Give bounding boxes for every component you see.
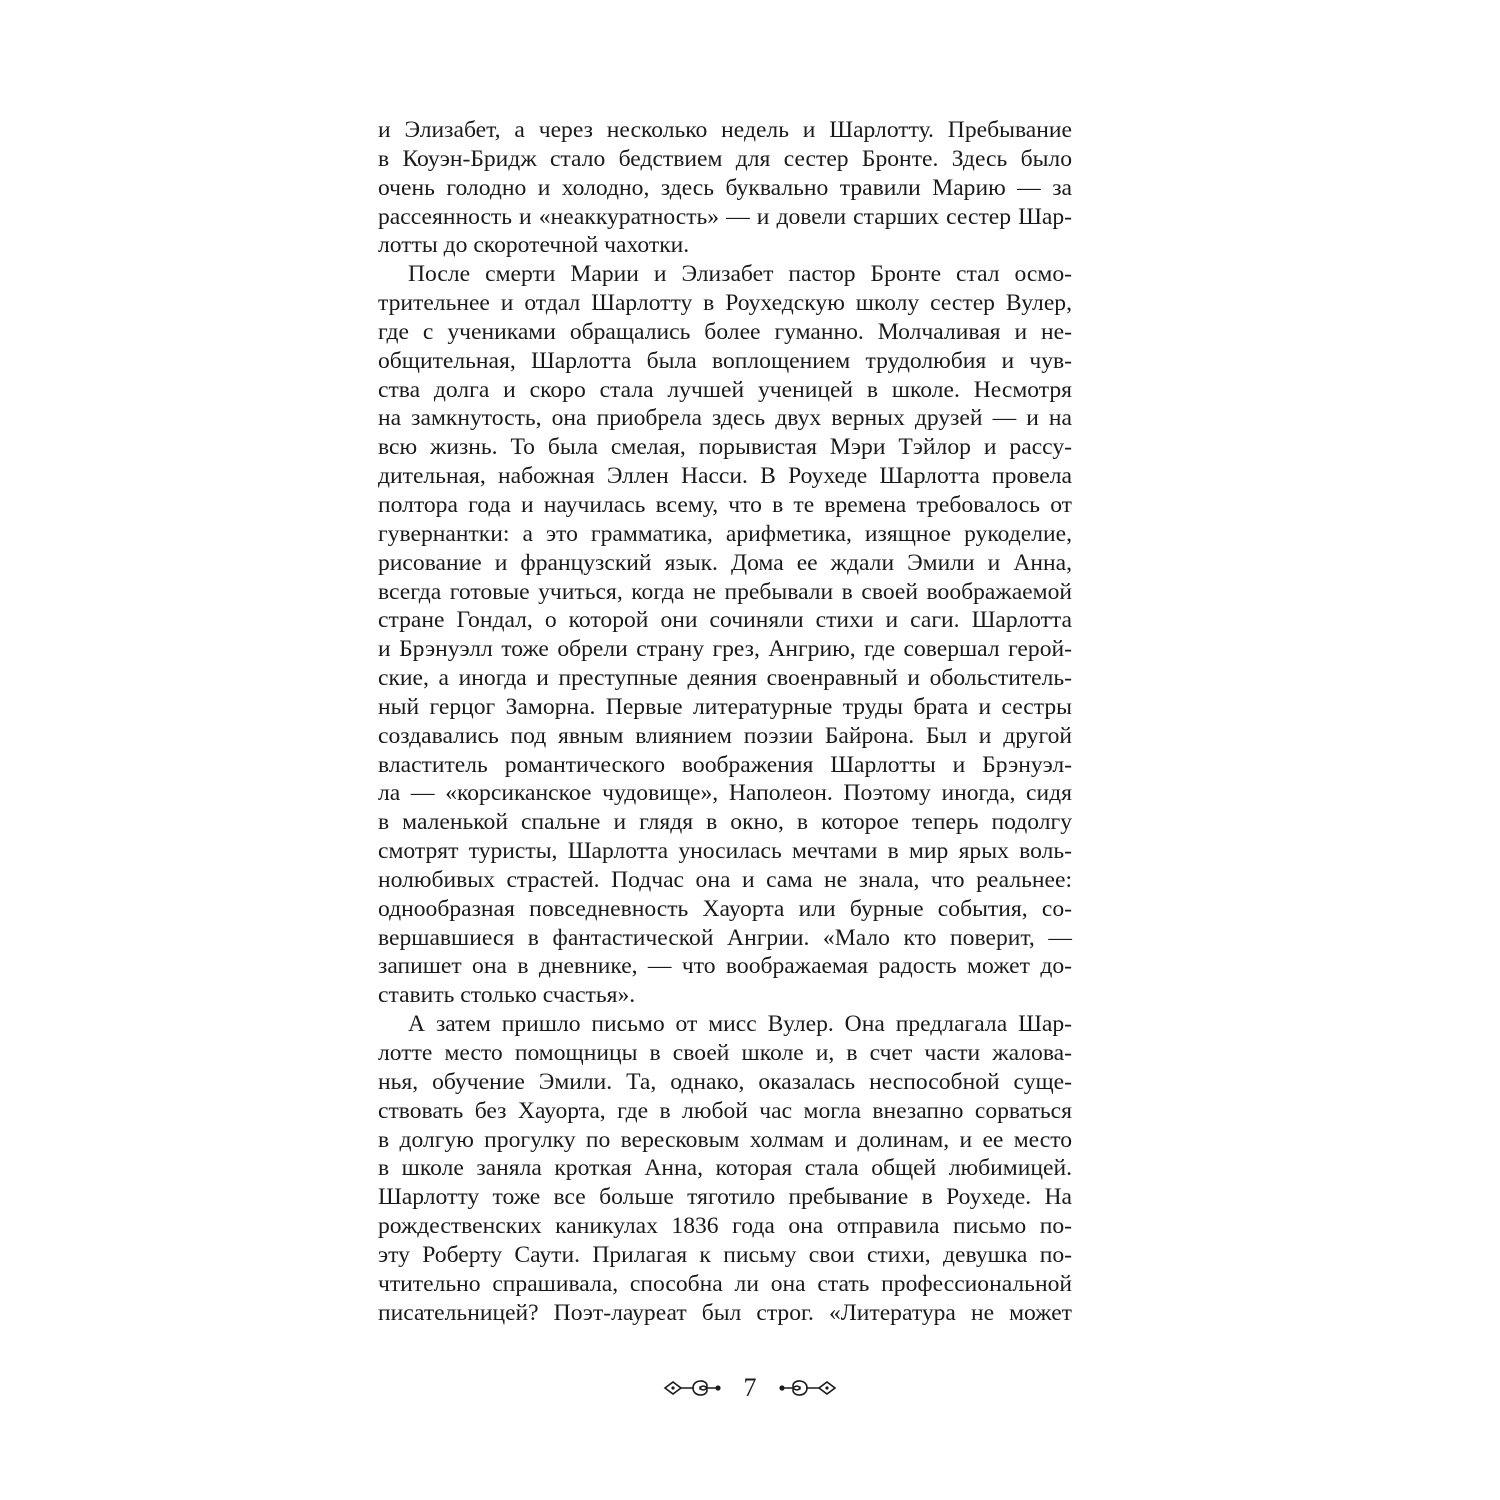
text-line: трительнее и отдал Шарлотту в Роухедскую школу сестер Вулер,: [378, 290, 1072, 317]
text-line: ла — «корсиканское чудовище», Наполеон. Поэтому иногда, сидя: [378, 780, 1072, 807]
text-line: в маленькой спальне и глядя в окно, в которое теперь подолгу: [378, 809, 1072, 836]
text-line: в долгую прогулку по вересковым холмам и долинам, и ее место: [378, 1126, 1072, 1153]
text-line: всю жизнь. То была смелая, порывистая Мэри Тэйлор и рассу-: [378, 434, 1072, 461]
text-line: и Брэнуэлл тоже обрели страну грез, Ангрию, где совершал герой-: [378, 636, 1072, 663]
text-line: рассеянность и «неаккуратность» — и довели старших сестер Шар-: [378, 203, 1072, 230]
text-line: ские, а иногда и преступные деяния своенравный и обольститель-: [378, 665, 1072, 692]
text-line: общительная, Шарлотта была воплощением трудолюбия и чув-: [378, 347, 1072, 374]
text-line: смотрят туристы, Шарлотта уносилась мечтами в мир ярых воль-: [378, 838, 1072, 865]
text-line: Шарлотту тоже все больше тяготило пребывание в Роухеде. На: [378, 1184, 1072, 1211]
text-line: гувернантки: а это грамматика, арифметика, изящное рукоделие,: [378, 520, 1072, 547]
floral-ornament-icon: [663, 1373, 723, 1403]
paragraph-2: [378, 260, 1072, 1010]
text-line: ставить столько счастья».: [378, 982, 636, 1009]
text-line: А затем пришло письмо от мисс Вулер. Она предлагала Шар-: [408, 1011, 1072, 1038]
text-line: лотте место помощницы в своей школе и, в счет части жалова-: [378, 1040, 1072, 1066]
text-line: в Коуэн-Бридж стало бедствием для сестер Бронте. Здесь было: [378, 145, 1072, 172]
text-line: нья, обучение Эмили. Та, однако, оказалась неспособной суще-: [378, 1068, 1072, 1095]
page-number: 7: [743, 1373, 757, 1402]
text-line: где с учениками обращались более гуманно. Молчаливая и не-: [378, 318, 1072, 345]
text-line: эту Роберту Саути. Прилагая к письму свои стихи, девушка по-: [378, 1241, 1072, 1268]
text-line: нолюбивых страстей. Подчас она и сама не знала, что реальнее:: [378, 866, 1072, 893]
text-line: лотты до скоротечной чахотки.: [378, 232, 690, 259]
text-line: полтора года и научилась всему, что в те времена требовалось от: [378, 491, 1072, 518]
text-line: После смерти Марии и Элизабет пастор Бронте стал осмо-: [408, 261, 1072, 288]
text-line: очень голодно и холодно, здесь буквально травили Марию — за: [378, 174, 1072, 201]
paragraph-3: [378, 1010, 1072, 1327]
text-line: создавались под явным влиянием поэзии Байрона. Был и другой: [378, 722, 1072, 749]
text-line: писательницей? Поэт-лауреат был строг. «Литература не может: [378, 1299, 1072, 1326]
text-line: властитель романтического воображения Шарлотты и Брэнуэл-: [378, 751, 1072, 778]
text-line: запишет она в дневнике, — что воображаемая радость может до-: [378, 953, 1072, 980]
floral-ornament-icon: [777, 1373, 837, 1403]
text-line: ствовать без Хауорта, где в любой час могла внезапно сорваться: [378, 1097, 1072, 1124]
text-line: рисование и французский язык. Дома ее ждали Эмили и Анна,: [378, 549, 1072, 576]
text-line: ства долга и скоро стала лучшей ученицей в школе. Несмотря: [378, 376, 1072, 403]
text-line: ный герцог Заморна. Первые литературные труды брата и сестры: [378, 693, 1072, 720]
body-text: [378, 116, 1072, 1327]
text-line: стране Гондал, о которой они сочиняли стихи и саги. Шарлотта: [378, 607, 1072, 634]
page-footer: [0, 1370, 1500, 1406]
text-line: на замкнутость, она приобрела здесь двух верных друзей — и на: [378, 405, 1072, 432]
text-line: и Элизабет, а через несколько недель и Шарлотту. Пребывание: [378, 117, 1072, 143]
text-line: рождественских каникулах 1836 года она отправила письмо по-: [378, 1213, 1072, 1240]
text-line: вершавшиеся в фантастической Ангрии. «Мало кто поверит, —: [378, 924, 1072, 951]
text-line: в школе заняла кроткая Анна, которая стала общей любимицей.: [378, 1155, 1072, 1182]
text-line: дительная, набожная Эллен Насси. В Роухеде Шарлотта провела: [378, 463, 1072, 490]
text-line: чтительно спрашивала, способна ли она стать профессиональной: [378, 1270, 1072, 1297]
text-line: однообразная повседневность Хауорта или бурные события, со-: [378, 895, 1072, 922]
text-line: всегда готовые учиться, когда не пребывали в своей воображаемой: [378, 578, 1072, 605]
paragraph-1: [378, 116, 1072, 260]
